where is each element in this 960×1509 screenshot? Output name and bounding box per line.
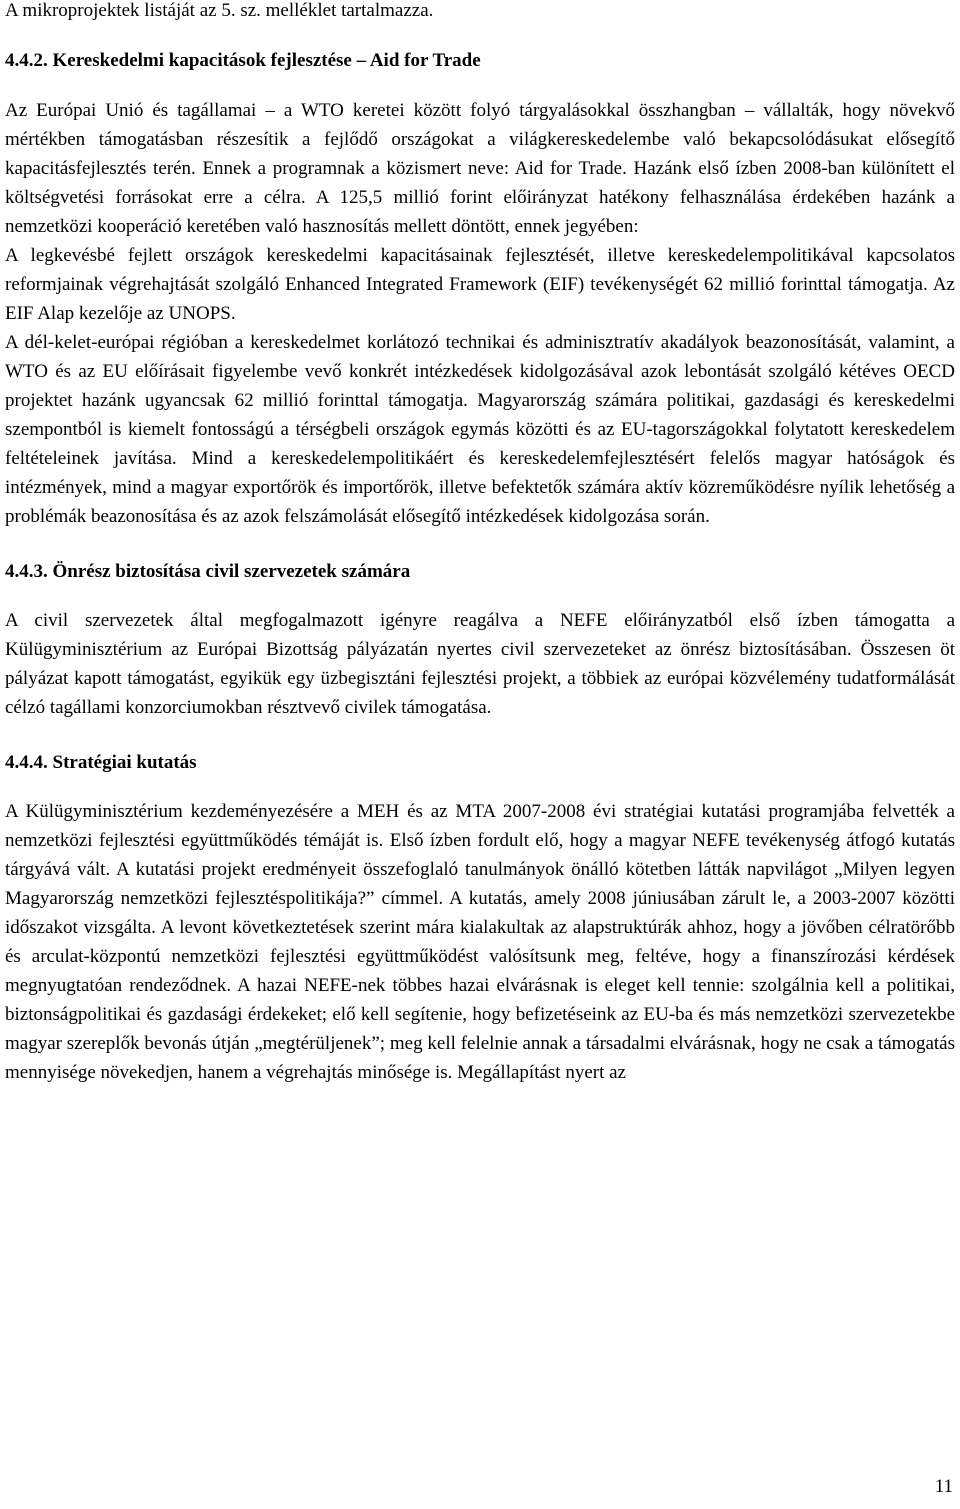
paragraph-aid-for-trade: Az Európai Unió és tagállamai – a WTO keretei között folyó tárgyalásokkal összhangban – vállalták, hogy növekvő mértékben támogatásban részesítik a fejlődő országokat a világkereskedelembe való bekapcsolódásukat elősegítő kapacitásfejlesztés terén. Ennek a programnak a közismert neve: Aid for Trade. Hazánk első ízben 2008-ban különített el költségvetési forrásokat erre a célra. A 125,5 millió forint előirányzat hatékony felhasználása érdekében hazánk a nemzetközi kooperáció keretében való hasznosítás mellett döntött, ennek jegyében: — [5, 100, 955, 237]
paragraph-strategic-research: A Külügyminisztérium kezdeményezésére a MEH és az MTA 2007-2008 évi stratégiai kutatási programjába felvették a nemzetközi fejlesztési együttműködés témáját is. Első ízben fordult elő, hogy a magyar NEFE tevékenység átfogó kutatás tárgyává vált. A kutatási projekt eredményeit összefoglaló tanulmányok önálló kötetben látták napvilágot „Milyen legyen Magyarország nemzetközi fejlesztéspolitikája?” címmel. A kutatás, amely 2008 júniusában zárult le, a 2003-2007 közötti időszakot vizsgálta. A levont következtetések szerint mára kialakultak az alapstruktúrák ahhoz, hogy a jövőben célratörőbb és arculat-központú nemzetközi fejlesztési együttműködést valósítsunk meg, feltéve, hogy a finanszírozási kérdések megnyugtatóan rendeződnek. A hazai NEFE-nek többes hazai elvárásnak is eleget kell tennie: szolgálnia kell a politikai, biztonságpolitikai és gazdasági érdekeket; elő kell segítenie, hogy befizetéseink az EU-ba és más nemzetközi szervezetekbe magyar szereplők bevonás útján „megtérüljenek”; meg kell felelnie annak a társadalmi elvárásnak, hogy ne csak a támogatás mennyisége növekedjen, hanem a végrehajtás minősége is. Megállapítást nyert az — [5, 801, 955, 1083]
document-page — [5, 0, 955, 1087]
section-heading-4-4-2: 4.4.2. Kereskedelmi kapacitások fejlesztése – Aid for Trade — [5, 50, 481, 71]
intro-line: A mikroprojektek listáját az 5. sz. melléklet tartalmazza. — [5, 0, 434, 21]
paragraph-oecd-project: A dél-kelet-európai régióban a kereskedelmet korlátozó technikai és adminisztratív akadályok beazonosítását, valamint, a WTO és az EU előírásait figyelembe vevő konkrét intézkedések kidolgozásával azok lebontását szolgáló kétéves OECD projektet hazánk ugyancsak 62 millió forinttal támogatja. Magyarország számára politikai, gazdasági és kereskedelmi szempontból is kiemelt fontosságú a térségbeli országok egymás közötti és az EU-tagországokkal folytatott kereskedelem feltételeinek javítása. Mind a kereskedelempolitikáért és kereskedelemfejlesztésért felelős magyar hatóságok és intézmények, mind a magyar exportőrök és importőrök, illetve befektetők számára aktív közreműködésre nyílik lehetőség a problémák beazonosítása és az azok felszámolását elősegítő intézkedések kidolgozása során. — [5, 332, 955, 527]
section-heading-4-4-4: 4.4.4. Stratégiai kutatás — [5, 752, 197, 773]
paragraph-eif: A legkevésbé fejlett országok kereskedelmi kapacitásainak fejlesztését, illetve kereskedelempolitikával kapcsolatos reformjainak végrehajtását szolgáló Enhanced Integrated Framework (EIF) tevékenységét 62 millió forinttal támogatja. Az EIF Alap kezelője az UNOPS. — [5, 245, 955, 324]
paragraph-civil-support: A civil szervezetek által megfogalmazott igényre reagálva a NEFE előirányzatból első ízben támogatta a Külügyminisztérium az Európai Bizottság pályázatán nyertes civil szervezeteket az önrész biztosításában. Összesen öt pályázat kapott támogatást, egyikük egy üzbegisztáni fejlesztési projekt, a többiek az európai közvélemény tudatformálását célzó tagállami konzorciumokban résztvevő civilek támogatása. — [5, 610, 955, 718]
section-heading-4-4-3: 4.4.3. Önrész biztosítása civil szervezetek számára — [5, 561, 411, 582]
page-number: 11 — [934, 1476, 953, 1497]
